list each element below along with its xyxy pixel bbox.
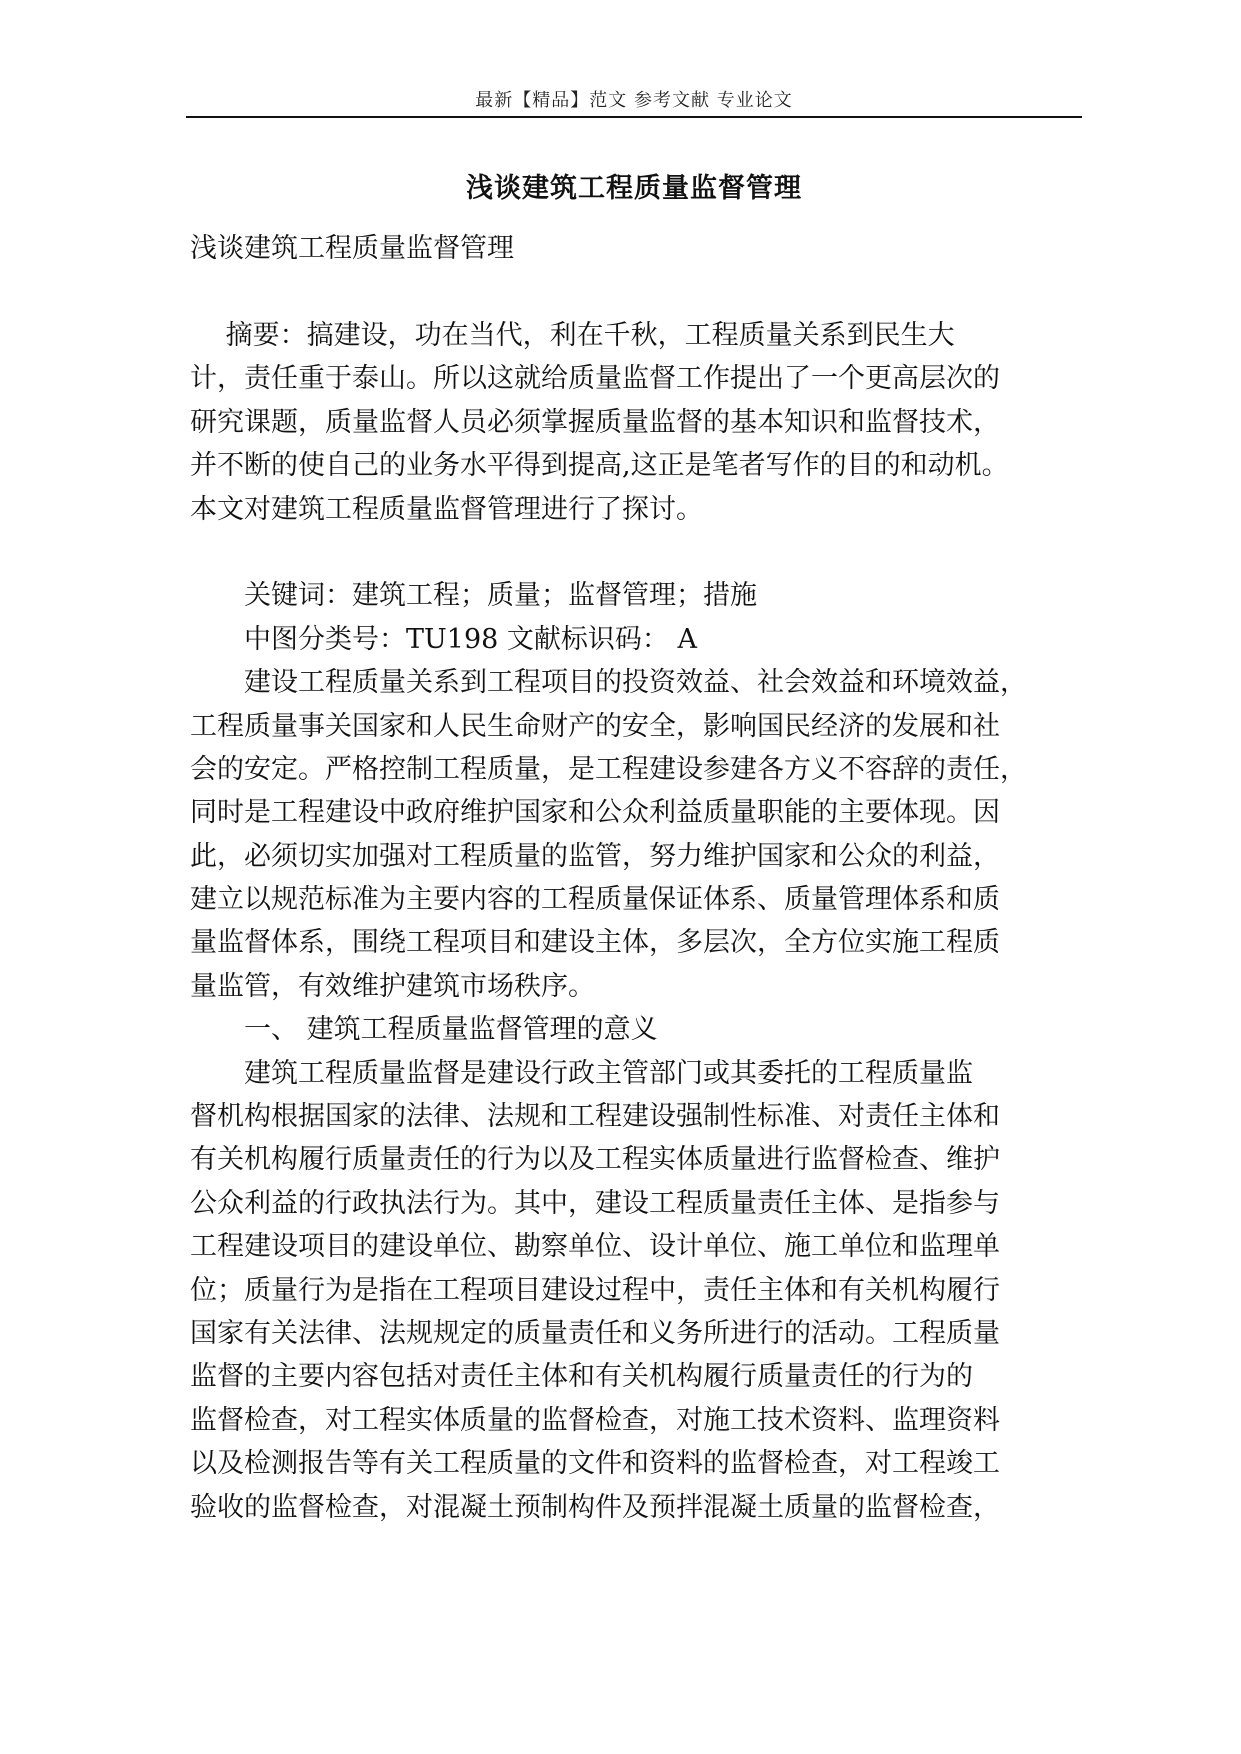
document-title: 浅谈建筑工程质量监督管理 — [466, 173, 802, 204]
keywords-line: 关键词：建筑工程；质量；监督管理；措施 — [190, 580, 757, 612]
document-subtitle: 浅谈建筑工程质量监督管理 — [190, 233, 514, 264]
text-line: 以及检测报告等有关工程质量的文件和资料的监督检查，对工程竣工 — [190, 1448, 1000, 1480]
text-line: 量监管，有效维护建筑市场秩序。 — [190, 970, 595, 1002]
text-line: 此，必须切实加强对工程质量的监管，努力维护国家和公众的利益， — [190, 840, 1000, 872]
text-line: 摘要：搞建设，功在当代，利在千秋，工程质量关系到民生大 — [190, 320, 955, 351]
text-line: 计，责任重于泰山。所以这就给质量监督工作提出了一个更高层次的 — [190, 363, 1000, 395]
text-line: 有关机构履行质量责任的行为以及工程实体质量进行监督检查、维护 — [190, 1144, 1000, 1176]
running-header: 最新【精品】范文 参考文献 专业论文 — [475, 90, 793, 111]
header-divider — [186, 116, 1082, 118]
text-line: 会的安定。严格控制工程质量，是工程建设参建各方义不容辞的责任， — [190, 753, 1027, 785]
text-line: 研究课题，质量监督人员必须掌握质量监督的基本知识和监督技术， — [190, 406, 1000, 438]
text-line: 同时是工程建设中政府维护国家和公众利益质量职能的主要体现。因 — [190, 797, 1000, 829]
text-line: 国家有关法律、法规规定的质量责任和义务所进行的活动。工程质量 — [190, 1317, 1000, 1349]
text-line: 工程质量事关国家和人民生命财产的安全，影响国民经济的发展和社 — [190, 710, 1000, 742]
body-text — [190, 314, 1080, 1529]
text-line: 建筑工程质量监督是建设行政主管部门或其委托的工程质量监 — [190, 1057, 973, 1089]
text-line: 本文对建筑工程质量监督管理进行了探讨。 — [190, 493, 703, 525]
text-line: 监督的主要内容包括对责任主体和有关机构履行质量责任的行为的 — [190, 1361, 973, 1393]
section-heading: 一、 建筑工程质量监督管理的意义 — [190, 1014, 658, 1046]
text-line: 建设工程质量关系到工程项目的投资效益、社会效益和环境效益， — [190, 667, 1027, 699]
blank-line — [190, 531, 1080, 574]
text-line: 位；质量行为是指在工程项目建设过程中，责任主体和有关机构履行 — [190, 1274, 1000, 1306]
text-line: 建立以规范标准为主要内容的工程质量保证体系、质量管理体系和质 — [190, 884, 1000, 916]
text-line: 监督检查，对工程实体质量的监督检查，对施工技术资料、监理资料 — [190, 1404, 1000, 1436]
text-line: 工程建设项目的建设单位、勘察单位、设计单位、施工单位和监理单 — [190, 1231, 1000, 1263]
classification-line: 中图分类号：TU198 文献标识码： A — [190, 623, 697, 655]
text-line: 督机构根据国家的法律、法规和工程建设强制性标准、对责任主体和 — [190, 1101, 1000, 1133]
text-line: 并不断的使自己的业务水平得到提高,这正是笔者写作的目的和动机。 — [190, 450, 1009, 482]
text-line: 公众利益的行政执法行为。其中，建设工程质量责任主体、是指参与 — [190, 1187, 1000, 1219]
text-line: 验收的监督检查，对混凝土预制构件及预拌混凝土质量的监督检查， — [190, 1491, 1000, 1523]
text-line: 量监督体系，围绕工程项目和建设主体，多层次，全方位实施工程质 — [190, 927, 1000, 959]
